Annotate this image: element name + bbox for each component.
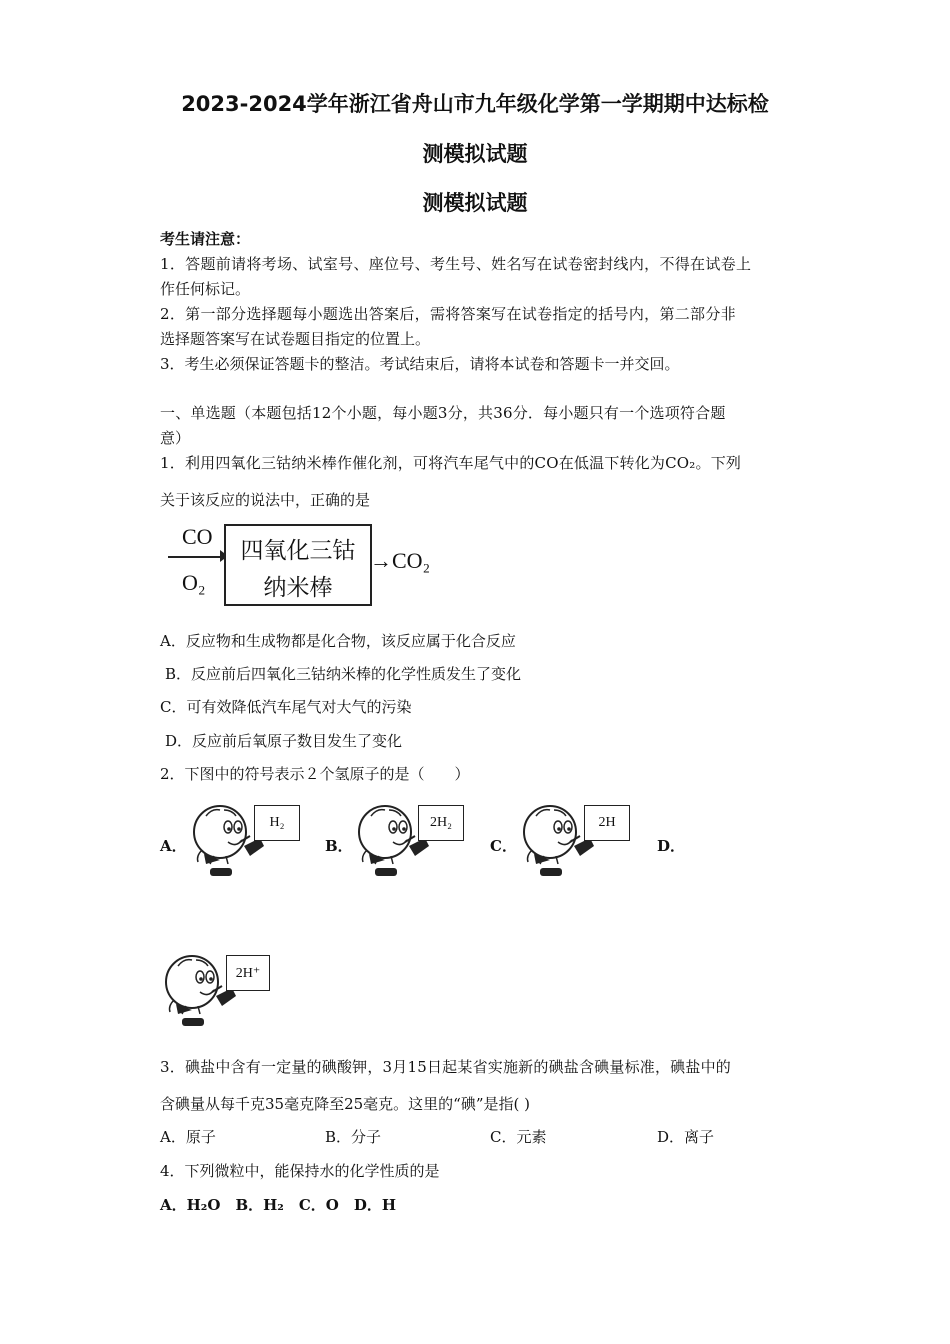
q2-label-a: A． (160, 837, 187, 855)
notice-heading: 考生请注意： (160, 230, 251, 248)
notice-item-1: 1．答题前请将考场、试室号、座位号、考生号、姓名写在试卷密封线内，不得在试卷上 (160, 255, 752, 273)
notice-item-1-cont: 作任何标记。 (160, 280, 251, 298)
q2-label-d: D． (657, 837, 686, 855)
q3-option-a: A．原子 (160, 1128, 216, 1146)
q2-symbol-c: 2H (584, 805, 630, 841)
section-heading-cont: 意） (160, 429, 191, 447)
q4-stem: 4．下列微粒中，能保持水的化学性质的是 (160, 1162, 440, 1180)
page-title-line2: 测模拟试题 (422, 142, 528, 166)
q1-stem-cont: 关于该反应的说法中，正确的是 (160, 491, 371, 509)
q2-label-c: C． (490, 837, 517, 855)
q1-option-a: A．反应物和生成物都是化合物，该反应属于化合反应 (160, 632, 516, 650)
q1-output-co2: →CO₂ (370, 548, 431, 573)
page-title: 2023-2024学年浙江省舟山市九年级化学第一学期期中达标检 (181, 92, 769, 116)
q2-stem: 2．下图中的符号表示２个氢原子的是（ ） (160, 765, 470, 783)
q2-symbol-d: 2H⁺ (226, 955, 270, 991)
q1-reaction-figure (160, 520, 450, 612)
q3-option-c: C．元素 (490, 1128, 547, 1146)
page-title-line3: 测模拟试题 (422, 191, 528, 215)
q2-symbol-b: 2H₂ (418, 805, 464, 841)
q1-stem: 1．利用四氧化三钴纳米棒作催化剂，可将汽车尾气中的CO在低温下转化为CO₂。下列 (160, 454, 742, 472)
q1-input-co: CO (182, 524, 213, 549)
q1-catalyst-box (224, 524, 372, 606)
q1-input-o2: O₂ (182, 570, 206, 595)
q2-label-b: B． (325, 837, 353, 855)
q1-option-c: C．可有效降低汽车尾气对大气的污染 (160, 698, 412, 716)
q3-stem: 3．碘盐中含有一定量的碘酸钾，3月15日起某省实施新的碘盐含碘量标准，碘盐中的 (160, 1058, 731, 1076)
q1-option-d: D．反应前后氧原子数目发生了变化 (165, 732, 403, 750)
q1-catalyst-label-2: 纳米棒 (263, 575, 333, 601)
notice-item-2: 2．第一部分选择题每小题选出答案后，需将答案写在试卷指定的括号内，第二部分非 (160, 305, 736, 323)
q4-options: A．H₂O B．H₂ C．O D．H (160, 1196, 397, 1214)
q2-symbol-a: H₂ (254, 805, 300, 841)
notice-item-2-cont: 选择题答案写在试卷题目指定的位置上。 (160, 330, 431, 348)
q1-catalyst-label: 四氧化三钴 (240, 538, 356, 564)
q3-stem-cont: 含碘量从每千克35毫克降至25毫克。这里的“碘”是指( ) (160, 1095, 530, 1113)
q1-option-b: B．反应前后四氧化三钴纳米棒的化学性质发生了变化 (165, 665, 522, 683)
q3-option-d: D．离子 (657, 1128, 715, 1146)
q3-option-b: B．分子 (325, 1128, 382, 1146)
q1-input-arrow (168, 556, 226, 558)
notice-item-3: 3．考生必须保证答题卡的整洁。考试结束后，请将本试卷和答题卡一并交回。 (160, 355, 680, 373)
section-heading: 一、单选题（本题包括12个小题，每小题3分，共36分．每小题只有一个选项符合题 (160, 404, 726, 422)
